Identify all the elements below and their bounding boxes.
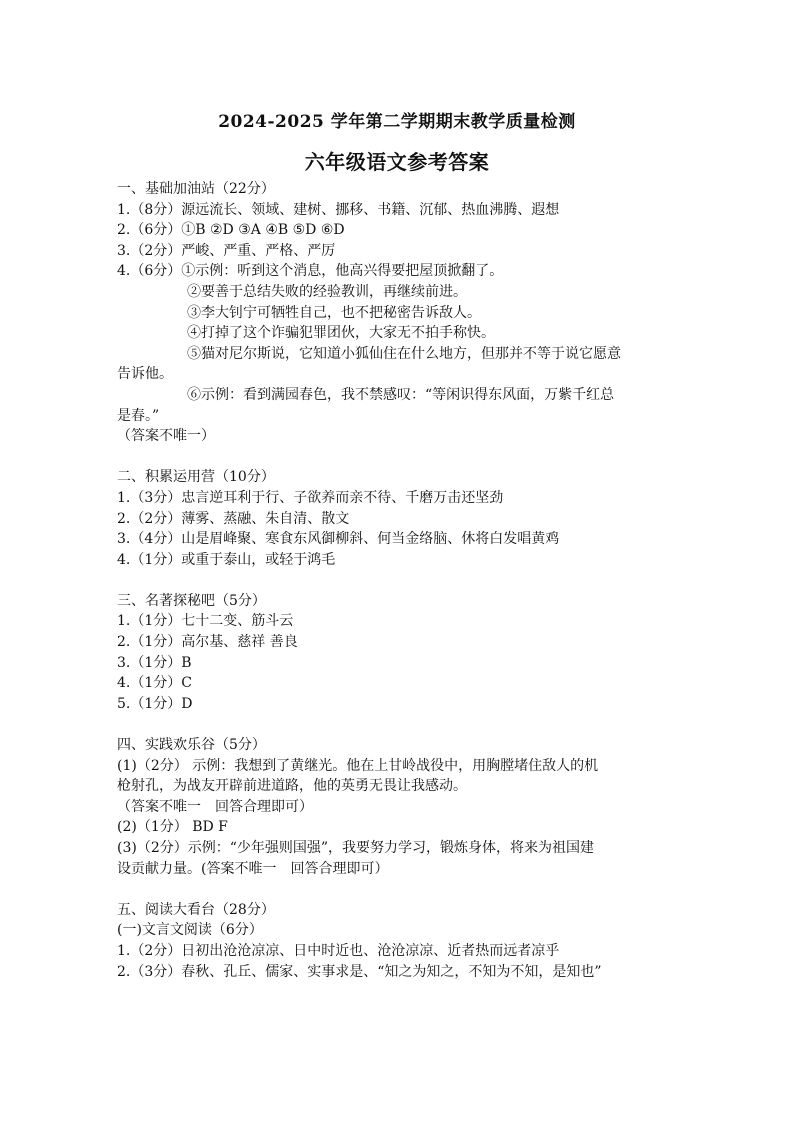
s3-q5-answer: 5.（1分）D (117, 695, 193, 712)
s1-q2-answer: 2.（6分）①B ②D ③A ④B ⑤D ⑥D (117, 222, 345, 239)
s1-q4-answer-5-cont: 告诉他。 (117, 366, 173, 383)
s3-q2-answer: 2.（1分）高尔基、慈祥 善良 (117, 634, 298, 651)
s4-q1-note: （答案不唯一 回答合理即可） (117, 798, 313, 815)
spacer (117, 879, 677, 900)
s4-q1-answer-cont: 枪射孔，为战友开辟前进道路，他的英勇无畏让我感动。 (117, 778, 467, 795)
s2-q3-answer: 3.（4分）山是眉峰聚、寒食东风御柳斜、何当金络脑、休将白发唱黄鸡 (117, 531, 560, 548)
section-1-heading: 一、基础加油站（22分） (117, 181, 275, 197)
s5-subsection-1: (一)文言文阅读（6分） (117, 922, 263, 939)
s1-q4-answer-6: ⑥示例：看到满园春色，我不禁感叹：“等闲识得东风面，万紫千红总 (187, 386, 615, 403)
s1-q3-answer: 3.（2分）严峻、严重、严格、严厉 (117, 242, 336, 259)
spacer (117, 447, 677, 468)
section-4-heading: 四、实践欢乐谷（5分） (117, 737, 266, 754)
section-3-heading: 三、名著探秘吧（5分） (117, 592, 266, 609)
s1-note: （答案不唯一） (117, 428, 215, 445)
s2-q2-answer: 2.（2分）薄雾、蒸融、朱自清、散文 (117, 510, 350, 527)
spacer (117, 570, 677, 591)
s4-q3-answer-cont: 设贡献力量。(答案不唯一 回答合理即可） (117, 860, 389, 877)
s1-q4-answer-2: ②要善于总结失败的经验教训，再继续前进。 (187, 283, 467, 300)
s5-q1-answer: 1.（2分）日初出沧沧凉凉、日中时近也、沧沧凉凉、近者热而远者凉乎 (117, 942, 560, 959)
s1-q4-answer-1: 4.（6分）①示例：听到这个消息，他高兴得要把屋顶掀翻了。 (117, 263, 504, 280)
s4-q2-answer: (2)（1分） BD F (117, 819, 228, 836)
s4-q1-answer: (1)（2分） 示例：我想到了黄继光。他在上甘岭战役中，用胸膛堵住敌人的机 (117, 757, 599, 774)
s1-q4-answer-6-cont: 是春。” (117, 407, 160, 424)
s2-q4-answer: 4.（1分）或重于泰山，或轻于鸿毛 (117, 551, 336, 568)
s3-q3-answer: 3.（1分）B (117, 654, 192, 671)
s2-q1-answer: 1.（3分）忠言逆耳利于行、子欲养而亲不待、千磨万击还坚劲 (117, 489, 504, 506)
s5-q2-answer: 2.（3分）春秋、孔丘、儒家、实事求是、“知之为知之，不知为不知，是知也” (117, 963, 602, 980)
s4-q3-answer: (3)（2分）示例：“少年强则国强”，我要努力学习，锻炼身体，将来为祖国建 (117, 840, 595, 856)
answer-key-title: 六年级语文参考答案 (304, 150, 490, 174)
exam-title: 2024-2025 学年第二学期期末教学质量检测 (218, 112, 576, 132)
s1-q4-answer-4: ④打掉了这个诈骗犯罪团伙，大家无不拍手称快。 (187, 325, 495, 342)
section-2-heading: 二、积累运用营（10分） (117, 469, 275, 486)
s1-q4-answer-3: ③李大钊宁可牺牲自己，也不把秘密告诉敌人。 (187, 304, 481, 321)
s3-q4-answer: 4.（1分）C (117, 675, 192, 692)
s3-q1-answer: 1.（1分）七十二变、筋斗云 (117, 613, 294, 630)
section-5-heading: 五、阅读大看台（28分） (117, 901, 275, 918)
answer-content (117, 179, 677, 982)
s1-q1-answer: 1.（8分）源远流长、领域、建树、挪移、书籍、沉郁、热血沸腾、遐想 (117, 201, 560, 218)
spacer (117, 714, 677, 735)
s1-q4-answer-5: ⑤猫对尼尔斯说，它知道小狐仙住在什么地方，但那并不等于说它愿意 (187, 345, 621, 362)
